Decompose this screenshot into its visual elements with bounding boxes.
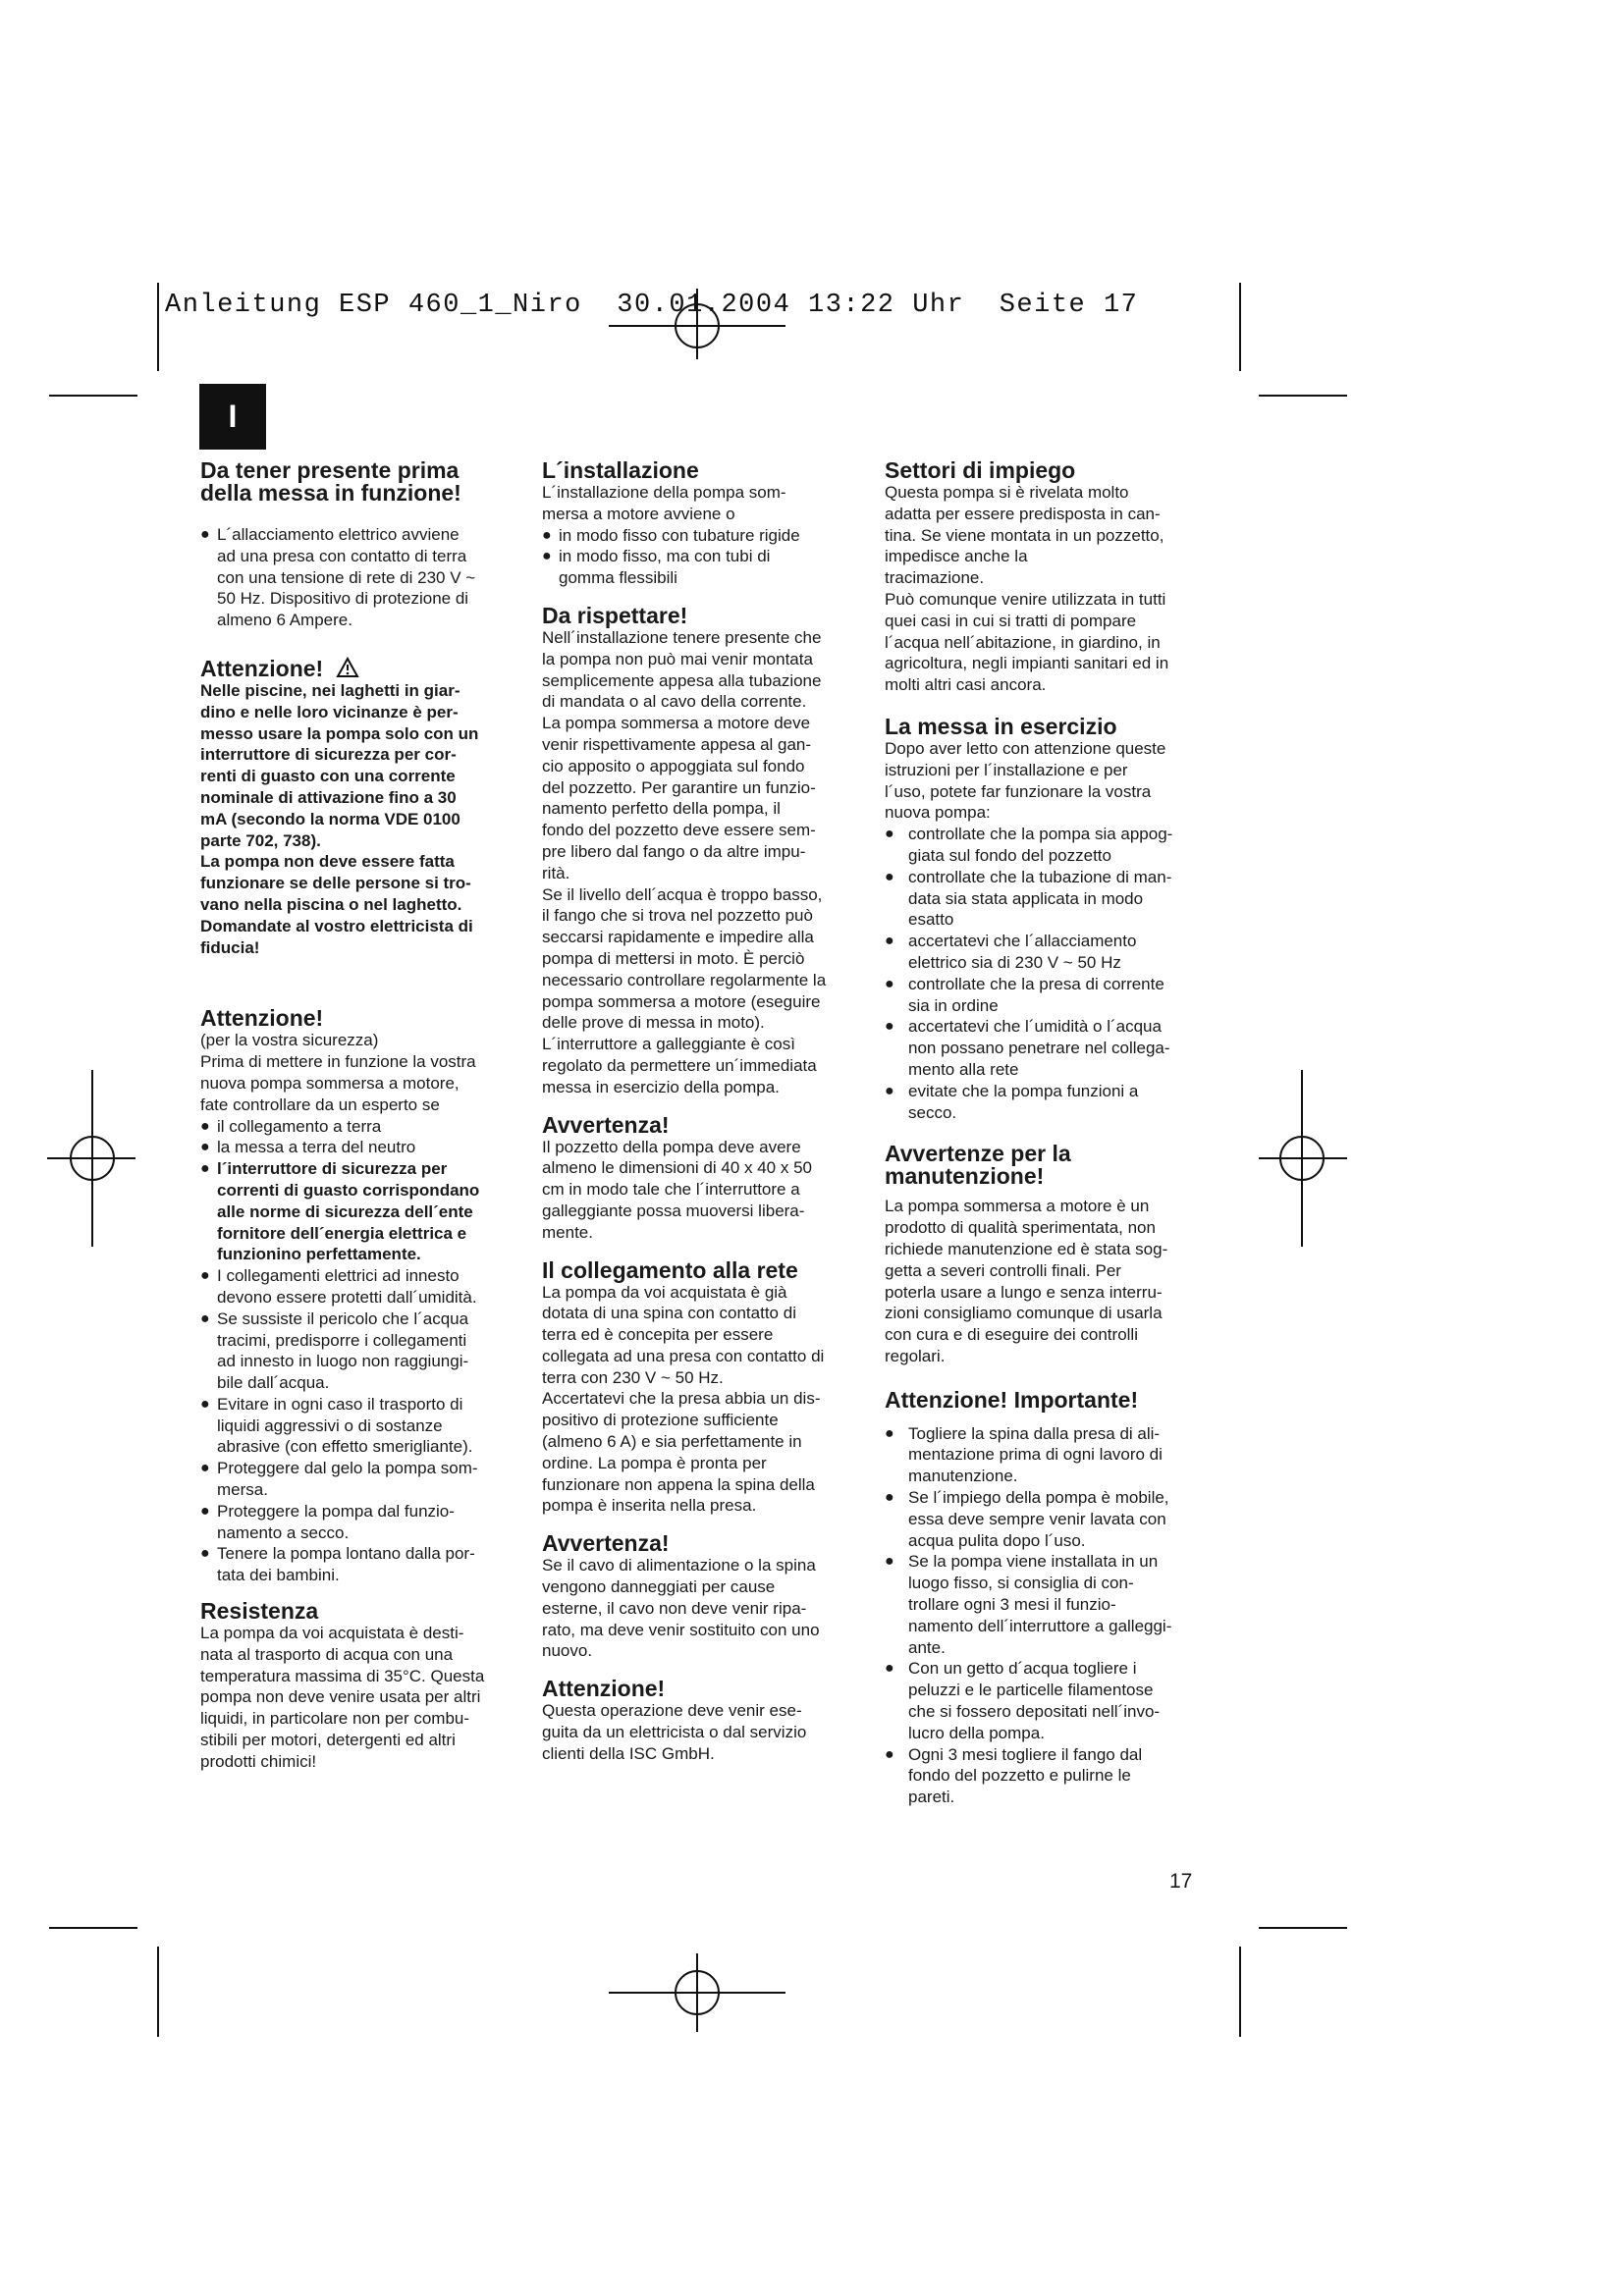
registration-mark-icon (1259, 1070, 1347, 1247)
crop-mark (49, 1927, 137, 1929)
list-item: ● Se sussiste il pericolo che l´acqua tracimi, predisporre i collegamenti ad innesto in luogo non raggiungi- bile dall´acqua. (200, 1308, 503, 1394)
crop-mark (1239, 1947, 1241, 2037)
list-item: ● in modo fisso, ma con tubi di gomma flessibili (542, 546, 852, 589)
crop-mark (1239, 283, 1241, 371)
section-title: Attenzione! (200, 1005, 324, 1032)
list-item: ● evitate che la pompa funzioni a secco. (885, 1081, 1199, 1124)
print-slug: Anleitung ESP 460_1_Niro 30.01.2004 13:22 Uhr Seite 17 (165, 291, 1139, 320)
section-title: Attenzione! (542, 1676, 666, 1702)
list-item: ● I collegamenti elettrici ad innesto devono essere protetti dall´umidità. (200, 1265, 503, 1308)
paragraph: La pompa da voi acquistata è desti- nata al trasporto di acqua con una temperatura massima di 35°C. Questa pompa non deve venire usata per altri liquidi, in particolare non per combu- stibili per motori, detergenti ed altri prodotti chimici! (200, 1624, 485, 1771)
page-number: 17 (1169, 1870, 1193, 1893)
section-title: Avvertenza! (542, 1111, 670, 1138)
crop-mark (1259, 1927, 1347, 1929)
list-item: ● Proteggere la pompa dal funzio- namento a secco. (200, 1501, 503, 1544)
list-item: ● L´allacciamento elettrico avviene ad una presa con contatto di terra con una tensione di rete di 230 V ~ 50 Hz. Dispositivo di protezione di almeno 6 Ampere. (200, 524, 503, 631)
language-badge: I (199, 384, 266, 450)
list-item: ● la messa a terra del neutro (200, 1137, 503, 1158)
list-item: ● il collegamento a terra (200, 1116, 503, 1138)
list-item: ● Togliere la spina dalla presa di ali- mentazione prima di ogni lavoro di manutenzione. (885, 1423, 1199, 1487)
section-title: La messa in esercizio (885, 713, 1117, 739)
section-title: Settori di impiego (885, 457, 1076, 483)
list-item: ● accertatevi che l´umidità o l´acqua non possano penetrare nel collega- mento alla rete (885, 1016, 1199, 1080)
registration-mark-icon (609, 1953, 785, 2037)
list-item: ● Ogni 3 mesi togliere il fango dal fondo del pozzetto e pulirne le pareti. (885, 1744, 1199, 1808)
crop-mark (1259, 395, 1347, 397)
list-item: ● Con un getto d´acqua togliere i peluzzi e le particelle filamentose che si fossero depositati nell´invo- lucro della pompa. (885, 1658, 1199, 1743)
registration-mark-icon (609, 281, 785, 359)
section-title: Attenzione! (200, 657, 503, 680)
warning-text: Nelle piscine, nei laghetti in giar- dino e nelle loro vicinanze è per- messo usare la pompa solo con un interruttore di sicurezza per cor- renti di guasto con una corrente nominale di attivazione fino a 30 mA (secondo la norma VDE 0100 parte 702, 738). La pompa non deve essere fatta funzionare se delle persone si tro- vano nella piscina o nel laghetto. Domandate al vostro elettricista di fiducia! (200, 680, 479, 957)
list-item: ● Evitare in ogni caso il trasporto di liquidi aggressivi o di sostanze abrasive (con effetto smerigliante). (200, 1394, 503, 1458)
list-item: ● controllate che la presa di corrente sia in ordine (885, 974, 1199, 1017)
section-title: Avvertenze per la (885, 1141, 1071, 1167)
crop-mark (157, 283, 159, 371)
section-title: della messa in funzione! (200, 480, 461, 506)
section-title: Resistenza (200, 1598, 319, 1625)
list-item: ● Proteggere dal gelo la pompa som- mersa. (200, 1458, 503, 1501)
column-3 (885, 459, 1199, 1808)
paragraph: Dopo aver letto con attenzione queste istruzioni per l´installazione e per l´uso, potete far funzionare la vostra nuova pompa: (885, 738, 1166, 823)
list-item: ● Tenere la pompa lontano dalla por- tata dei bambini. (200, 1543, 503, 1586)
column-2 (542, 459, 852, 1765)
paragraph: Nell´installazione tenere presente che la pompa non può mai venir montata semplicemente appesa alla tubazione di mandata o al cavo della corrente. La pompa sommersa a motore deve venir rispettivamente appesa al gan- cio apposito o appoggiata sul fondo del pozzetto. Per garantire un funzio- namento perfetto della pompa, il fondo del pozzetto deve essere sem- pre libero dal fango o da altre impu- rità. Se il livello dell´acqua è troppo basso, il fango che si trova nel pozzetto può seccarsi rapidamente e impedire alla pompa di mettersi in moto. È perciò necessario controllare regolarmente la pompa sommersa a motore (eseguire delle prove di messa in moto). L´interruttore a galleggiante è così regolato da permettere un´immediata messa in esercizio della pompa. (542, 627, 827, 1096)
section-title: Da rispettare! (542, 602, 688, 628)
column-1 (200, 459, 503, 1773)
list-item: ● l´interruttore di sicurezza per correnti di guasto corrispondano alle norme di sicurezza dell´ente fornitore dell´energia elettrica e funzionino perfettamente. (200, 1158, 503, 1265)
crop-mark (157, 1947, 159, 2037)
section-title: Avvertenza! (542, 1530, 670, 1557)
section-title: Attenzione! Importante! (885, 1386, 1139, 1413)
list-item: ● controllate che la pompa sia appog- giata sul fondo del pozzetto (885, 824, 1199, 867)
section-title: Il collegamento alla rete (542, 1256, 798, 1283)
list-item: ● Se l´impiego della pompa è mobile, essa deve sempre venir lavata con acqua pulita dopo l´uso. (885, 1487, 1199, 1551)
list-item: ● Se la pompa viene installata in un luogo fisso, si consiglia di con- trollare ogni 3 mesi il funzio- namento dell´interruttore a galleggi- ante. (885, 1551, 1199, 1658)
list-item: ● in modo fisso con tubature rigide (542, 525, 852, 547)
paragraph: Questa operazione deve venir ese- guita da un elettricista o dal servizio clienti della ISC GmbH. (542, 1701, 807, 1763)
crop-mark (49, 395, 137, 397)
registration-mark-icon (47, 1070, 135, 1247)
list-item: ● controllate che la tubazione di man- data sia stata applicata in modo esatto (885, 867, 1199, 931)
paragraph: L´installazione della pompa som- mersa a motore avviene o (542, 483, 786, 523)
paragraph: Se il cavo di alimentazione o la spina vengono danneggiati per cause esterne, il cavo non deve venir ripa- rato, ma deve venir sostituito con uno nuovo. (542, 1556, 820, 1661)
paragraph: La pompa da voi acquistata è già dotata di una spina con contatto di terra ed è concepita per essere collegata ad una presa con contatto di terra con 230 V ~ 50 Hz. Accertatevi che la presa abbia un dis- positivo di protezione sufficiente (almeno 6 A) e sia perfettamente in ordine. La pompa è pronta per funzionare non appena la spina della pompa è inserita nella presa. (542, 1282, 825, 1516)
paragraph: Questa pompa si è rivelata molto adatta per essere predisposta in can- tina. Se viene montata in un pozzetto, impedisce anche la tracimazione. Può comunque venire utilizzata in tutti quei casi in cui si tratti di pompare l´acqua nell´abitazione, in giardino, in agricoltura, negli impianti sanitari ed in molti altri casi ancora. (885, 483, 1169, 695)
section-title: Da tener presente prima (200, 457, 460, 483)
paragraph: Il pozzetto della pompa deve avere almeno le dimensioni di 40 x 40 x 50 cm in modo tale che l´interruttore a galleggiante possa muoversi libera- mente. (542, 1137, 812, 1242)
paragraph: (per la vostra sicurezza) Prima di mettere in funzione la vostra nuova pompa sommersa a motore, fate controllare da un esperto se (200, 1031, 476, 1114)
paragraph: La pompa sommersa a motore è un prodotto di qualità sperimentata, non richiede manutenzione ed è stata sog- getta a severi controlli finali. Per poterla usare a lungo e senza interru- zioni consigliamo comunque di usarla con cura e di eseguire dei controlli regolari. (885, 1197, 1168, 1365)
section-title: manutenzione! (885, 1163, 1045, 1190)
list-item: ● accertatevi che l´allacciamento elettrico sia di 230 V ~ 50 Hz (885, 931, 1199, 974)
warning-triangle-icon (336, 657, 359, 678)
section-title: L´installazione (542, 457, 699, 483)
